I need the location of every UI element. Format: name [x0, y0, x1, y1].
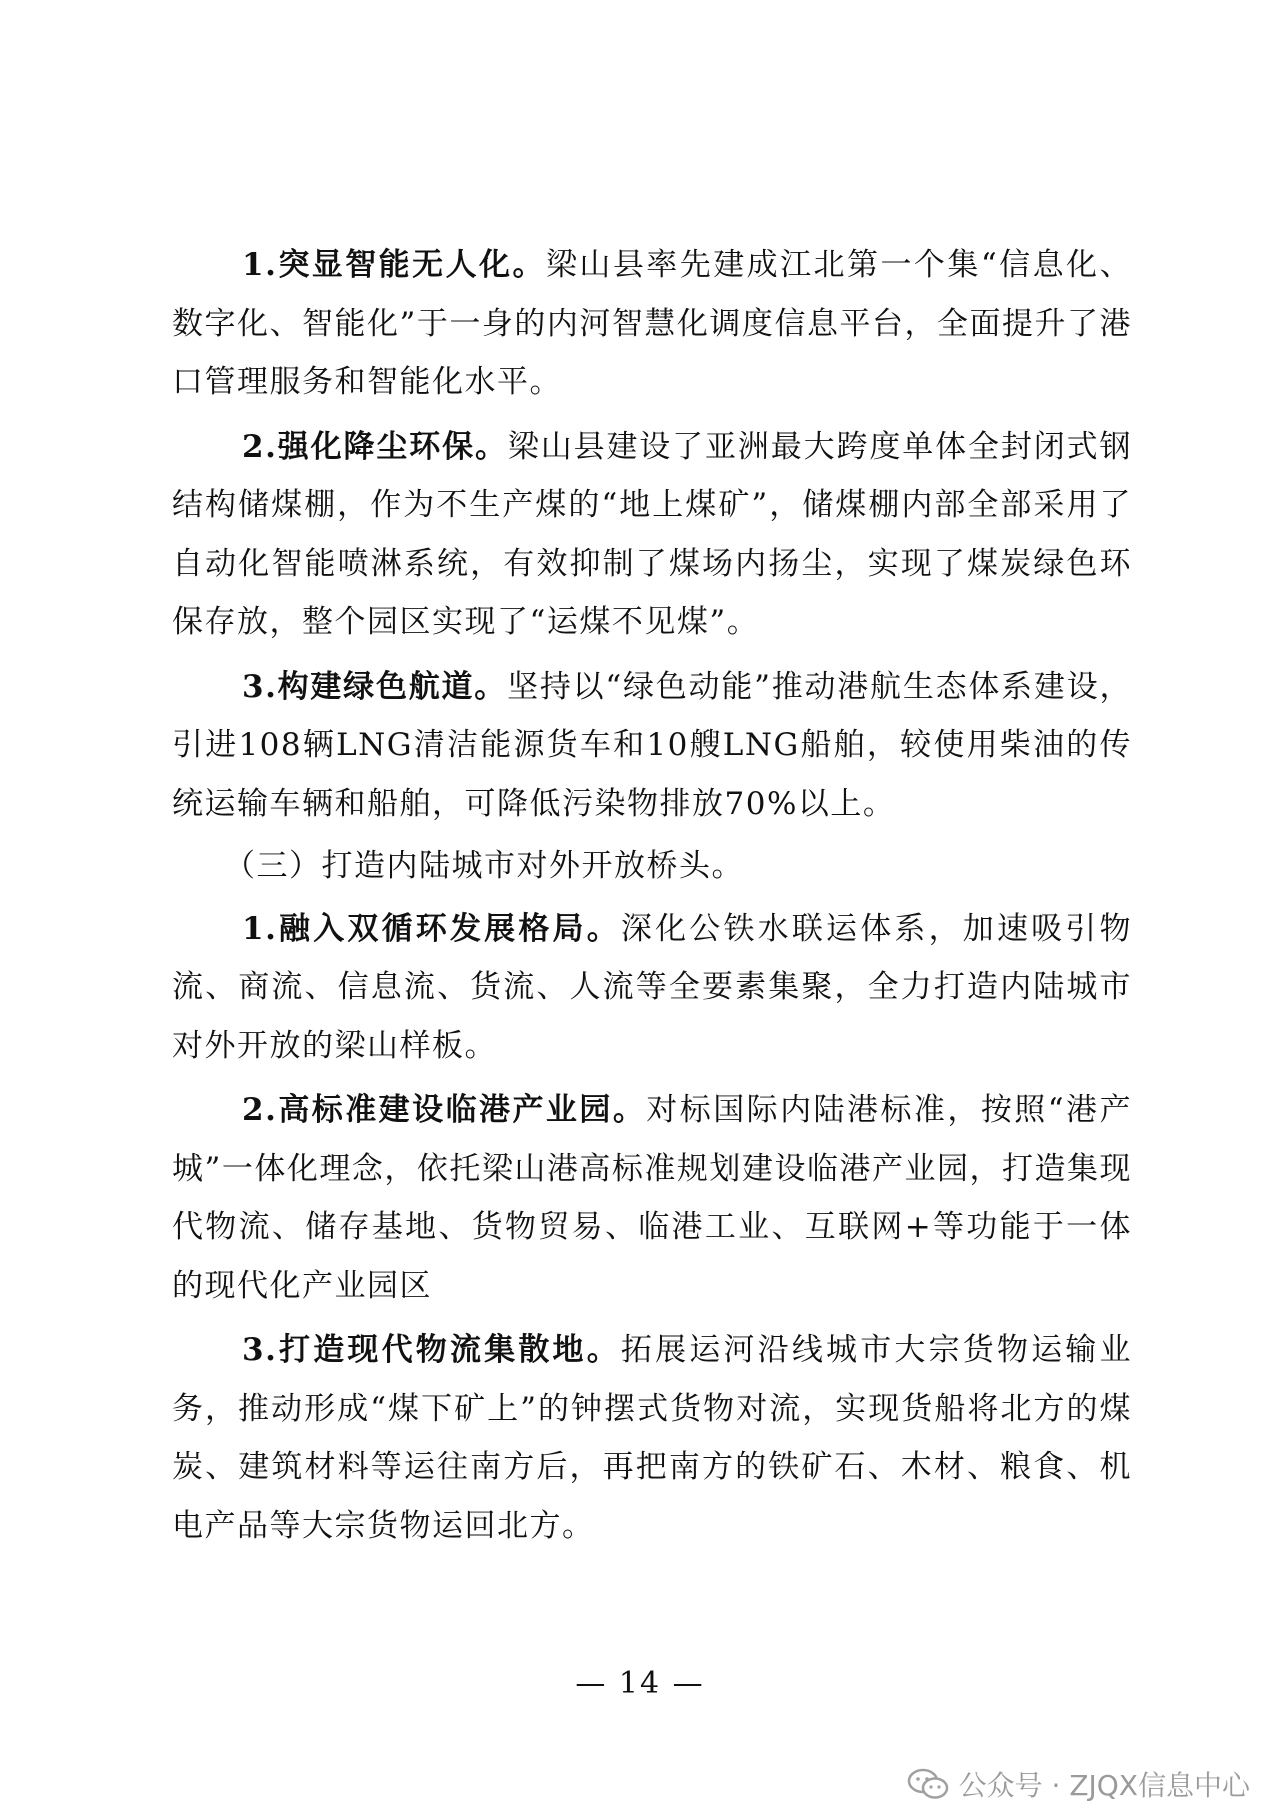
paragraph-1 — [172, 236, 1132, 412]
section-heading — [172, 837, 1132, 896]
document-body — [172, 236, 1132, 1555]
paragraph-heading: 1.融入双循环发展格局。 — [242, 910, 621, 947]
paragraph-heading: 1.突显智能无人化。 — [242, 247, 546, 283]
paragraph-4 — [172, 900, 1132, 1076]
paragraph-2 — [172, 418, 1132, 652]
page-number: — 14 — — [575, 1666, 705, 1701]
paragraph-heading: 2.高标准建设临港产业园。 — [242, 1092, 647, 1128]
paragraph-heading: 2.强化降尘环保。 — [242, 428, 508, 465]
paragraph-text: 梁山县建设了亚洲最大跨度单体全封闭式钢结构储煤棚，作为不生产煤的“地上煤矿”，储煤棚内部全部采用了自动化智能喷淋系统，有效抑制了煤场内扬尘，实现了煤炭绿色环保存放，整个园区实现了“运煤不见煤”。 — [172, 428, 1132, 640]
wechat-icon — [907, 1767, 949, 1801]
watermark-text: 公众号 · ZJQX信息中心 — [958, 1769, 1250, 1802]
paragraph-5 — [172, 1081, 1132, 1315]
paragraph-text: 梁山县率先建成江北第一个集“信息化、数字化、智能化”于一身的内河智慧化调度信息平台，全面提升了港口管理服务和智能化水平。 — [172, 247, 1132, 400]
section-heading-text: （三）打造内陆城市对外开放桥头。 — [224, 848, 744, 884]
paragraph-text: 拓展运河沿线城市大宗货物运输业务，推动形成“煤下矿上”的钟摆式货物对流，实现货船将北方的煤炭、建筑材料等运往南方后，再把南方的铁矿石、木材、粮食、机电产品等大宗货物运回北方。 — [172, 1332, 1132, 1544]
paragraph-6 — [172, 1321, 1132, 1555]
paragraph-text: 坚持以“绿色动能”推动港航生态体系建设，引进108辆LNG清洁能源货车和10艘LNG船舶，较使用柴油的传统运输车辆和船舶，可降低污染物排放70%以上。 — [172, 668, 1132, 822]
paragraph-text: 深化公铁水联运体系，加速吸引物流、商流、信息流、货流、人流等全要素集聚，全力打造内陆城市对外开放的梁山样板。 — [172, 910, 1132, 1064]
watermark — [907, 1764, 1250, 1804]
paragraph-3 — [172, 658, 1132, 834]
paragraph-heading: 3.构建绿色航道。 — [242, 668, 508, 705]
paragraph-text: 对标国际内陆港标准，按照“港产城”一体化理念，依托梁山港高标准规划建设临港产业园，打造集现代物流、储存基地、货物贸易、临港工业、互联网+等功能于一体的现代化产业园区 — [172, 1092, 1132, 1304]
paragraph-heading: 3.打造现代物流集散地。 — [242, 1332, 621, 1368]
